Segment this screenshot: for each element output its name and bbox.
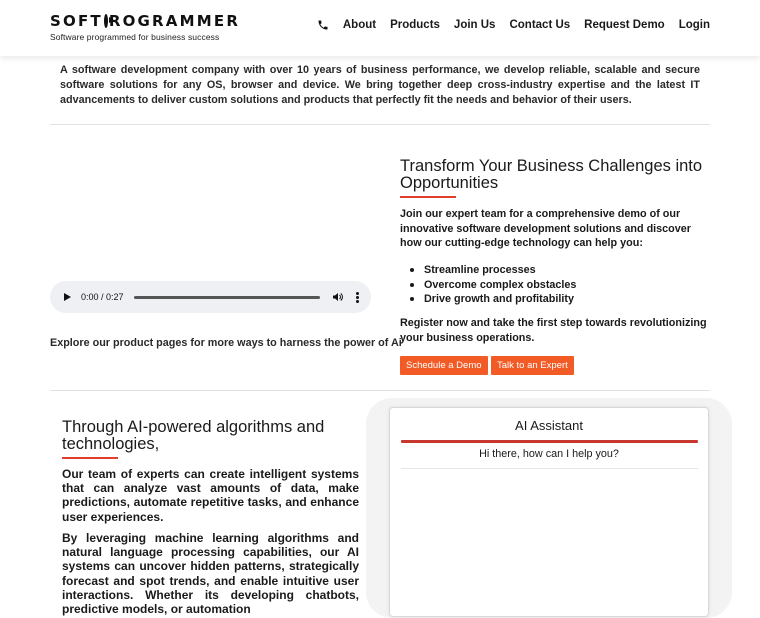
main-nav: [317, 19, 710, 31]
explore-text: Explore our product pages for more ways to harness the power of Ai: [50, 337, 402, 349]
title-underline: [62, 457, 118, 459]
site-header: [0, 0, 760, 56]
talk-to-expert-button[interactable]: Talk to an Expert: [491, 356, 574, 375]
nav-request-demo[interactable]: Request Demo: [584, 19, 665, 31]
nav-about[interactable]: About: [342, 19, 377, 31]
intro-text: A software development company with over 10 years of business performance, we develop reliable, scalable and secure software solutions for any OS, browser and device. We bring together deep cross-industry expertise and the latest IT advancements to deliver custom solutions and products that perfectly fit the needs and behavior of their users.: [60, 64, 700, 106]
chat-title: AI Assistant: [515, 418, 583, 433]
logo-text-right: ROGRAMMER: [108, 12, 241, 30]
divider: [50, 390, 710, 391]
ai-heading: [62, 419, 362, 459]
title-underline: [400, 196, 456, 198]
ai-assistant-chat[interactable]: [389, 407, 709, 617]
nav-products[interactable]: Products: [390, 19, 440, 31]
register-text: Register now and take the first step towards revolutionizing your business operations.: [400, 317, 707, 344]
demo-heading: [400, 158, 710, 198]
chat-greeting: Hi there, how can I help you?: [479, 448, 619, 460]
audio-player: [50, 281, 371, 313]
nav-join-us[interactable]: Join Us: [453, 19, 496, 31]
ai-paragraph-1: Our team of experts can create intelligent systems that can analyze vast amounts of data, make predictions, automate repetitive tasks, and enhance user experiences.: [62, 467, 359, 524]
logo-tagline: Software programmed for business success: [50, 32, 220, 42]
list-item: Overcome complex obstacles: [424, 278, 577, 291]
list-item: Drive growth and profitability: [424, 292, 576, 307]
audio-seek-bar[interactable]: [134, 296, 320, 299]
phone-icon[interactable]: [317, 19, 329, 31]
demo-title: Transform Your Business Challenges into Opportunities: [400, 157, 703, 192]
logo[interactable]: [50, 12, 241, 42]
nav-contact-us[interactable]: Contact Us: [509, 19, 571, 31]
chat-divider: [401, 468, 698, 469]
play-icon: [104, 14, 108, 28]
ai-paragraph-2: By leveraging machine learning algorithms and natural language processing capabilities, our AI systems can uncover hidden patterns, strategically forecast and spot trends, and enable intuitive user interactions. Whether its developing chatbots, predictive models, or automation: [62, 531, 359, 617]
logo-text-left: SOFT: [50, 12, 103, 30]
nav-login[interactable]: Login: [678, 19, 710, 31]
schedule-demo-button[interactable]: Schedule a Demo: [400, 356, 488, 375]
demo-benefits-list: [424, 263, 576, 307]
divider: [50, 124, 710, 125]
demo-description: Join our expert team for a comprehensive demo of our innovative software development solutions and discover how our cutting-edge technology can help you:: [400, 208, 691, 249]
chat-title-bar: [401, 440, 698, 443]
volume-icon[interactable]: [332, 292, 344, 302]
audio-time: 0:00 / 0:27: [81, 292, 124, 302]
more-options-icon[interactable]: [356, 292, 359, 303]
play-icon[interactable]: [64, 293, 71, 301]
list-item: Streamline processes: [424, 263, 576, 278]
ai-title: Through AI-powered algorithms and technologies,: [62, 418, 325, 453]
logo-wordmark: [50, 12, 241, 30]
